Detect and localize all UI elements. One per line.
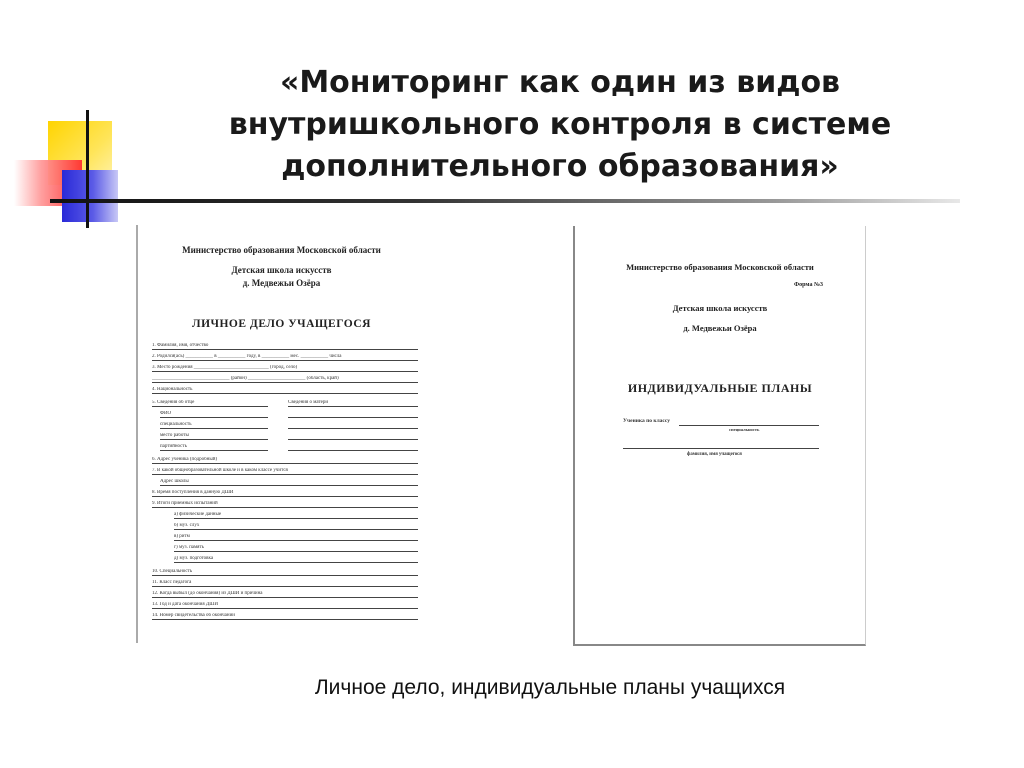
doc2-heading: ИНДИВИДУАЛЬНЫЕ ПЛАНЫ [627,381,813,395]
doc1-field: Адрес школы [160,479,418,486]
doc2-form-number: Форма №3 [794,282,823,288]
doc1-exam-row: г) муз. память [174,545,418,552]
doc1-field: 12. Когда выбыл (до окончания) из ДШИ и причина [152,591,418,598]
doc1-ministry: Министерство образования Московской области [182,245,381,255]
doc1-parent-row-mother [288,422,418,429]
doc1-field: 14. Номер свидетельства об окончании [152,613,418,620]
decor-vertical-line [86,110,89,228]
doc2-class-label: Ученика по классу [623,418,670,424]
doc1-parent-row: специальность [160,422,268,429]
doc1-field: 10. Специальность [152,569,418,576]
doc1-field: _______________________________ (район) _______________________ (область, край) [152,376,418,383]
doc1-parent-row-mother [288,411,418,418]
doc1-mother-label: Сведения о матери [288,400,418,407]
doc1-field: 3. Место рождения ______________________________ (город, село) [152,365,418,372]
decor-horizontal-line [50,199,960,203]
doc2-name-line [623,448,819,449]
doc1-field: 1. Фамилия, имя, отчество [152,343,418,350]
slide-caption: Личное дело, индивидуальные планы учащихся [314,676,786,699]
doc1-parent-row-mother [288,444,418,451]
doc1-field: 4. Национальность [152,387,418,394]
doc2-location: д. Медвежьи Озёра [683,323,757,333]
doc1-parent-row: партийность [160,444,268,451]
doc2-ministry: Министерство образования Московской области [626,262,814,272]
doc1-father-label: 5. Сведения об отце [152,400,268,407]
doc1-school: Детская школа искусств [231,265,332,275]
doc1-field: 2. Родился(ась) ___________ в ___________ году, в ___________ мес. ___________ числа [152,354,418,361]
doc1-field: 7. В какой общеобразовательной школе и в каком классе учится [152,468,418,475]
doc1-parent-row-mother [288,433,418,440]
doc1-parent-row: место работы [160,433,268,440]
doc1-field: 6. Адрес ученика (подробный) [152,457,418,464]
doc1-exam-row: б) муз. слух [174,523,418,530]
slide-title: «Мониторинг как один из видов внутришкольного контроля в системе дополнительного образования» [228,65,892,184]
doc2-school: Детская школа искусств [672,303,768,313]
individual-plans-document [573,226,866,646]
doc1-exam-row: в) ритм [174,534,418,541]
personal-file-document [136,225,425,643]
doc1-field: 8. Время поступления в данную ДШИ [152,490,418,497]
doc2-class-line [679,425,819,426]
doc1-exam-row: д) муз. подготовка [174,556,418,563]
doc2-name-label: фамилия, имя учащегося [687,452,742,457]
doc2-specialty-label: специальность [729,427,760,432]
doc1-field: 11. Класс педагога [152,580,418,587]
doc1-field: 9. Итоги приёмных испытаний [152,501,418,508]
doc1-field: 13. Год и дата окончания ДШИ [152,602,418,609]
doc1-heading: ЛИЧНОЕ ДЕЛО УЧАЩЕГОСЯ [192,318,371,330]
decor-blue-square [62,170,118,222]
doc1-parent-row: ФИО [160,411,268,418]
doc1-location: д. Медвежьи Озёра [242,278,321,288]
doc1-exam-row: а) физические данные [174,512,418,519]
